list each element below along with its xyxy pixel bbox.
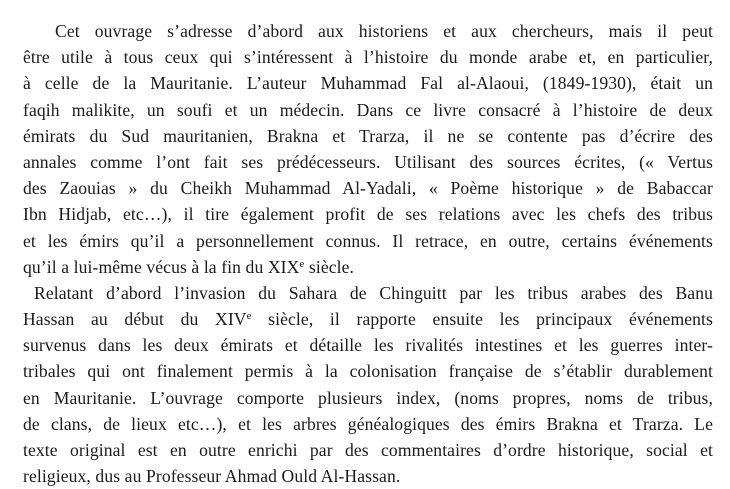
text-fragment: Relatant d’abord l’invasion du Sahara de Chinguitt par les tribus arabes des Banu <box>34 282 713 303</box>
text-line: Ibn Hidjab, etc…), il tire également profit de ses relations avec les chefs des tribus <box>23 204 713 225</box>
text-fragment: siècle. <box>304 256 355 277</box>
text-fragment: qu’il a lui-même vécus à la fin du XIX <box>23 256 300 277</box>
text-fragment: siècle, il rapporte ensuite les principaux événements <box>251 309 713 330</box>
document-text <box>23 18 713 489</box>
text-line <box>23 280 713 306</box>
superscript: e <box>299 257 305 270</box>
paragraph-1 <box>23 18 713 280</box>
paragraph-2 <box>23 280 713 489</box>
text-line: à celle de la Mauritanie. L’auteur Muhammad Fal al-Alaoui, (1849-1930), était un <box>23 73 713 94</box>
text-line: être utile à tous ceux qui s’intéressent à l’histoire du monde arabe et, en particulier, <box>23 47 713 68</box>
superscript: e <box>246 310 252 323</box>
text-line: et les émirs qu’il a personnellement connus. Il retrace, en outre, certains événements <box>23 230 713 251</box>
text-line: annales comme l’ont fait ses prédécesseurs. Utilisant des sources écrites, (« Vertus <box>23 151 713 172</box>
text-line: texte original est en outre enrichi par des commentaires d’ordre historique, social et <box>23 440 713 460</box>
text-line: en Mauritanie. L’ouvrage comporte plusieurs index, (noms propres, noms de tribus, <box>23 387 713 408</box>
text-line-last <box>23 254 713 280</box>
text-line: de clans, de lieux etc…), et les arbres généalogiques des émirs Brakna et Trarza. Le <box>23 413 713 434</box>
text-line: Cet ouvrage s’adresse d’abord aux historiens et aux chercheurs, mais il peut <box>55 21 713 41</box>
text-line <box>23 306 713 332</box>
text-line-last: religieux, dus au Professeur Ahmad Ould Al-Hassan. <box>23 466 401 487</box>
text-line: tribales qui ont finalement permis à la colonisation française de s’établir durablement <box>23 361 713 382</box>
text-line: faqih malikite, un soufi et un médecin. Dans ce livre consacré à l’histoire de deux <box>23 99 713 120</box>
text-line: survenus dans les deux émirats et détaille les rivalités intestines et les guerres inter- <box>23 335 713 356</box>
text-line: des Zaouias » du Cheikh Muhammad Al-Yadali, « Poème historique » de Babaccar <box>23 178 713 199</box>
text-fragment: Hassan au début du XIV <box>23 309 247 330</box>
text-line: émirats du Sud mauritanien, Brakna et Trarza, il ne se contente pas d’écrire des <box>23 125 713 146</box>
